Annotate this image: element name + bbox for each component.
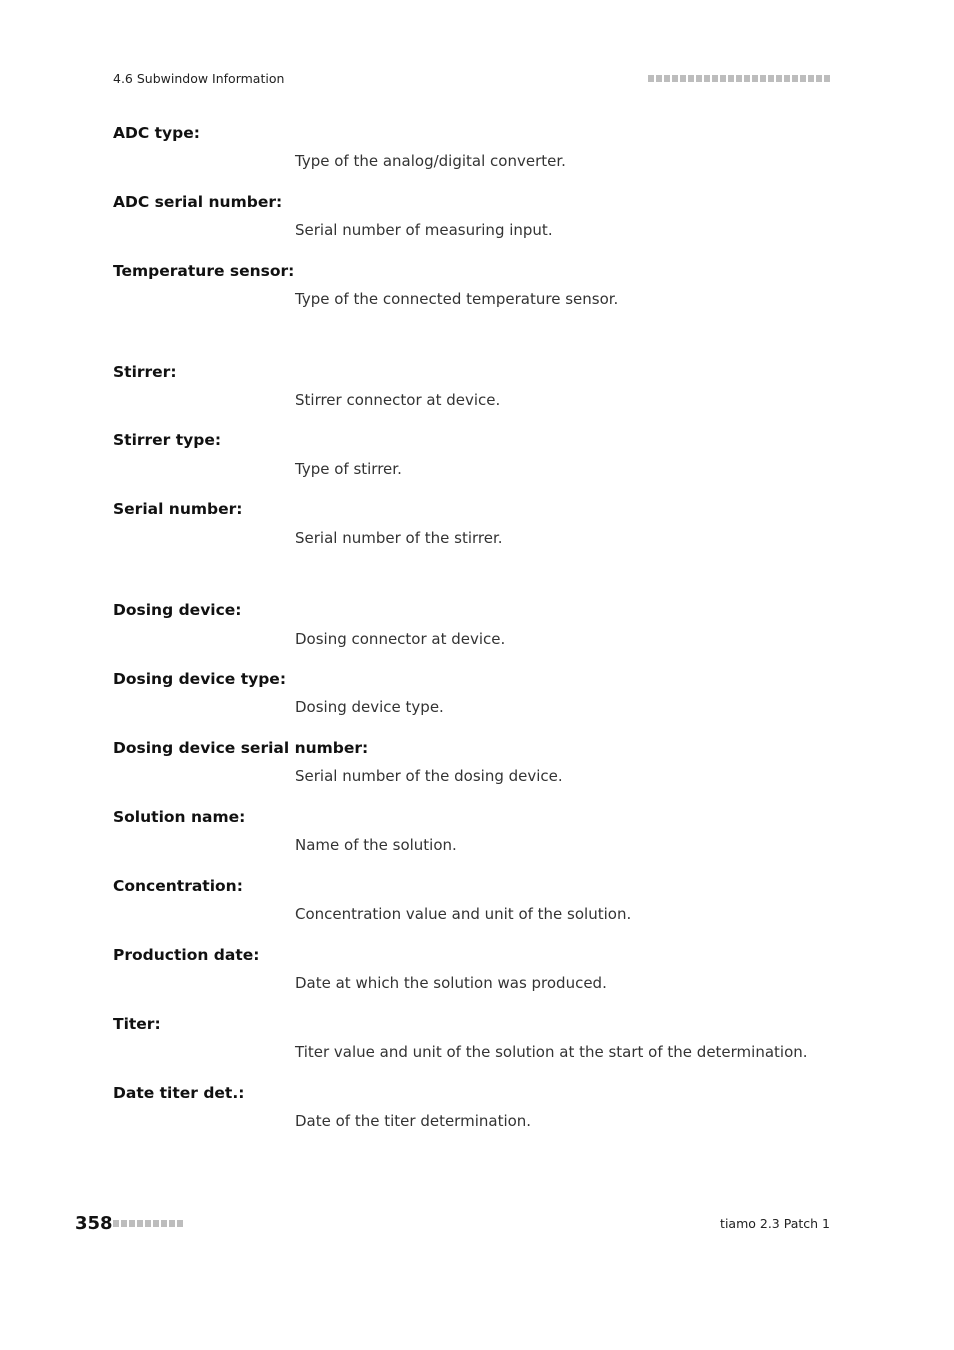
entry-description: Dosing connector at device. <box>295 630 506 648</box>
entry-description: Date at which the solution was produced. <box>295 974 607 992</box>
entry-description: Type of the analog/digital converter. <box>295 152 566 170</box>
header-decoration <box>648 75 830 82</box>
entry-label: Dosing device: <box>113 601 242 619</box>
entry-description: Stirrer connector at device. <box>295 391 501 409</box>
entry-description: Type of stirrer. <box>295 460 402 478</box>
entry-label: Dosing device serial number: <box>113 739 369 757</box>
entry-label: Stirrer type: <box>113 431 222 449</box>
entry-description: Serial number of measuring input. <box>295 221 553 239</box>
entry-label: Date titer det.: <box>113 1084 245 1102</box>
footer-decoration <box>113 1220 183 1227</box>
entry-label: Dosing device type: <box>113 670 287 688</box>
entry-label: Solution name: <box>113 808 246 826</box>
entry-label: Production date: <box>113 946 260 964</box>
entry-label: Titer: <box>113 1015 161 1033</box>
entry-label: Temperature sensor: <box>113 262 295 280</box>
section-title: 4.6 Subwindow Information <box>113 71 285 86</box>
entry-label: Concentration: <box>113 877 243 895</box>
entry-label: ADC type: <box>113 124 200 142</box>
entry-description: Serial number of the stirrer. <box>295 529 503 547</box>
page-number: 358 <box>75 1213 113 1234</box>
entry-description: Concentration value and unit of the solution. <box>295 905 632 923</box>
entry-description: Name of the solution. <box>295 836 457 854</box>
entry-description: Type of the connected temperature sensor. <box>295 290 619 308</box>
entry-label: Serial number: <box>113 500 243 518</box>
entry-label: ADC serial number: <box>113 193 283 211</box>
entry-label: Stirrer: <box>113 363 177 381</box>
product-name: tiamo 2.3 Patch 1 <box>720 1216 830 1231</box>
entry-description: Dosing device type. <box>295 698 444 716</box>
entry-description: Date of the titer determination. <box>295 1112 532 1130</box>
entry-description: Serial number of the dosing device. <box>295 767 563 785</box>
entry-description: Titer value and unit of the solution at the start of the determination. <box>295 1043 808 1061</box>
